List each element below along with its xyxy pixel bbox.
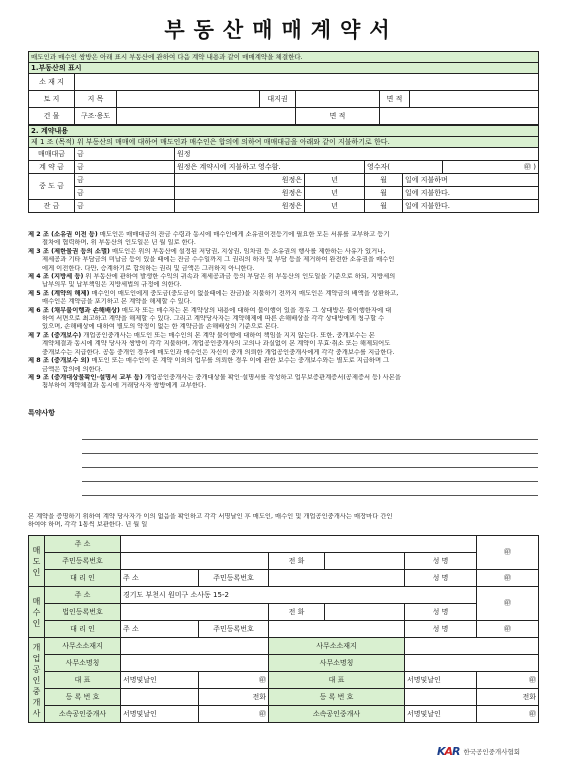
- broker1-office-name-label: 사무소명칭: [45, 655, 121, 672]
- building-area-label: 면 적: [296, 108, 380, 125]
- article-text: 납부의무 및 납부책임은 지방세법의 규정에 의한다.: [42, 281, 182, 289]
- broker2-assoc-seal-icon: ㊞: [477, 706, 539, 723]
- deposit-label: 계 약 금: [29, 161, 75, 174]
- broker2-assoc-label: 소속공인중개사: [269, 706, 405, 723]
- seller-phone-field[interactable]: [325, 553, 405, 570]
- broker1-assoc-label: 소속공인중개사: [45, 706, 121, 723]
- broker1-reg-field[interactable]: [121, 689, 199, 706]
- buyer-address-value[interactable]: 경기도 부천시 원미구 소사동 15-2: [121, 587, 477, 604]
- broker1-reg-label: 등 록 번 호: [45, 689, 121, 706]
- closing-line: 하여야 하며, 각각 1통씩 보관한다. 년 월 일: [28, 521, 148, 529]
- buyer-agent-id-field[interactable]: [269, 621, 405, 638]
- interim-mid-2: 원정은: [175, 187, 305, 200]
- seller-agent-seal-icon: ㊞: [477, 570, 539, 587]
- closing-line: 본 계약을 증명하기 위하여 계약 당사자가 이의 없음을 확인하고 각각 서명날인 후 매도인, 매수인 및 개업공인중개사는 매장마다 간인: [28, 513, 393, 520]
- interim-month-2: 월: [365, 187, 403, 200]
- article-line: [28, 273, 538, 281]
- broker2-office-name-label: 사무소명칭: [269, 655, 405, 672]
- article-text: 하여 서면으로 최고하고 계약을 해제할 수 있다. 그리고 계약당사자는 계약해제에 따른 손해배상을 각각 상대방에게 청구할 수: [42, 315, 385, 323]
- buyer-agent-address-label: 주 소: [121, 621, 199, 638]
- seller-agent-label: 대 리 인: [45, 570, 121, 587]
- buyer-id-field[interactable]: [121, 604, 269, 621]
- building-label: 건 물: [29, 108, 75, 125]
- buyer-agent-id-label: 주민등록번호: [199, 621, 269, 638]
- broker2-reg-label: 등 록 번 호: [269, 689, 405, 706]
- balance-mid: 원정은: [175, 200, 305, 213]
- article-line: [28, 374, 538, 382]
- seller-id-field[interactable]: [121, 553, 269, 570]
- broker2-rep-label: 대 표: [269, 672, 405, 689]
- broker2-reg-field[interactable]: [405, 689, 477, 706]
- article-text: 매도인 또는 매수인이 본 계약 이외의 업무를 의뢰한 경우 이에 관한 보수는 중개보수와는 별도로 지급하며 그: [91, 357, 390, 365]
- article-line: [28, 323, 538, 331]
- broker1-phone-label: 전화: [199, 689, 269, 706]
- deposit-prefix: 금: [75, 161, 175, 174]
- balance-year: 년: [305, 200, 365, 213]
- land-right-field[interactable]: [296, 91, 380, 108]
- broker1-assoc-sign-label: 서명및날인: [121, 706, 199, 723]
- section1-heading: 1.부동산의 표시: [29, 63, 539, 74]
- section2-heading: 2. 계약내용: [29, 126, 539, 137]
- seller-name-label: 성 명: [405, 553, 477, 570]
- buyer-agent-name-label: 성 명: [405, 621, 477, 638]
- broker1-rep-seal-icon: ㊞: [199, 672, 269, 689]
- broker2-phone-label: 전화: [477, 689, 539, 706]
- seller-phone-label: 전 화: [269, 553, 325, 570]
- receiver-close: ): [533, 162, 537, 171]
- contract-articles: [28, 231, 538, 391]
- price-label: 매매대금: [29, 148, 75, 161]
- broker2-office-addr-field[interactable]: [405, 638, 539, 655]
- buyer-name-label: 성 명: [405, 604, 477, 621]
- article-heading: 제 9 조 (중개대상물확인·설명서 교부 등): [28, 373, 143, 381]
- price-suffix: 원정: [175, 148, 539, 161]
- structure-field[interactable]: [117, 108, 296, 125]
- broker1-sign-label: 서명및날인: [121, 672, 199, 689]
- broker-side-label: 개업공인중개사: [29, 638, 45, 723]
- article-heading: 제 7 조 (중개보수): [28, 331, 82, 339]
- closing-text: [28, 513, 538, 530]
- seller-side-label: 매도인: [29, 536, 45, 587]
- interim-prefix-1: 금: [75, 174, 175, 187]
- seller-agent-id-field[interactable]: [269, 570, 405, 587]
- land-area-field[interactable]: [410, 91, 539, 108]
- receiver-seal-icon: ㊞: [524, 162, 532, 171]
- article-text: 있으며, 손해배상에 대하여 별도의 약정이 없는 한 계약금을 손해배상의 기준으로 본다.: [42, 323, 279, 331]
- article-heading: 제 2 조 (소유권 이전 등): [28, 231, 98, 238]
- article-line: [28, 281, 538, 289]
- special-terms-area[interactable]: [82, 426, 538, 496]
- article-text: 개업공인중개사는 중개대상물 확인·설명서를 작성하고 업무보증관계증서(공제증서 등) 사본을: [144, 373, 401, 381]
- association-logo: [437, 743, 520, 759]
- buyer-address-label: 주 소: [45, 587, 121, 604]
- buyer-phone-field[interactable]: [325, 604, 405, 621]
- article-text: 계약체결과 동시에 계약 당사자 쌍방이 각각 지불하며, 개업공인중개사의 고의나 과실없이 본 계약이 무효·취소 또는 해제되어도: [42, 340, 391, 348]
- article-text: 절차에 협력하며, 위 부동산의 인도일은 년 월 일로 한다.: [42, 239, 196, 247]
- article-heading: 제 8 조 (중개보수 외): [28, 357, 90, 365]
- article-text: 제세공과 기타 부담금의 미납금 등이 있을 때에는 잔금 수수일까지 그 권리의 하자 및 부담 등을 제거하여 완전한 소유권을 매수인: [42, 256, 395, 264]
- article-line: [28, 256, 538, 264]
- balance-label: 잔 금: [29, 200, 75, 213]
- article-line: [28, 290, 538, 298]
- land-area-label: 면 적: [380, 91, 410, 108]
- seller-agent-address-label: 주 소: [121, 570, 199, 587]
- article-line: [28, 265, 538, 273]
- location-field[interactable]: [75, 74, 539, 91]
- article-line: [28, 298, 538, 306]
- contract-terms-table: [28, 125, 539, 213]
- broker2-sign-label: 서명및날인: [405, 672, 477, 689]
- broker1-office-addr-field[interactable]: [121, 638, 269, 655]
- interim-year-2: 년: [305, 187, 365, 200]
- special-terms-label: 특약사항: [28, 409, 56, 417]
- seller-agent-name-label: 성 명: [405, 570, 477, 587]
- interim-label: 중 도 금: [29, 174, 75, 200]
- buyer-agent-seal-icon: ㊞: [477, 621, 539, 638]
- article-line: [28, 340, 538, 348]
- interim-day-2: 일에 지불한다.: [403, 187, 539, 200]
- article-text: 중개보수는 지급한다. 공동 중개인 경우에 매도인과 매수인은 자신이 중개 의뢰한 개업공인중개사에게 각각 중개보수를 지급한다.: [42, 348, 395, 356]
- article1-text: 제 1 조 (목적) 위 부동산의 매매에 대하여 매도인과 매수인은 합의에 의하여 매매대금을 아래와 같이 지불하기로 한다.: [29, 137, 539, 148]
- broker1-rep-label: 대 표: [45, 672, 121, 689]
- location-label: 소 재 지: [29, 74, 75, 91]
- land-right-label: 대지권: [260, 91, 296, 108]
- structure-label: 구조·용도: [75, 108, 117, 125]
- article-text: 에게 이전한다. 다만, 승계하기로 합의하는 권리 및 금액은 그러하지 아니한다.: [42, 264, 255, 272]
- broker1-office-name-field[interactable]: [121, 655, 269, 672]
- seller-agent-id-label: 주민등록번호: [199, 570, 269, 587]
- article-text: 매수인은 계약금을 포기하고 본 계약을 해제할 수 있다.: [42, 298, 192, 306]
- article-heading: 제 3 조 (제한물권 등의 소멸): [28, 247, 110, 255]
- broker2-office-addr-label: 사무소소재지: [269, 638, 405, 655]
- article-line: [28, 231, 538, 239]
- article-text: 개업공인중개사는 매도인 또는 매수인의 본 계약 불이행에 대하여 책임을 지지 않는다. 또한, 중개보수는 본: [83, 331, 375, 339]
- article-text: 위 부동산에 관하여 발생한 수익의 귀속과 제세공과금 등의 부담은 위 부동산의 인도일을 기준으로 하되, 지방세의: [85, 273, 396, 281]
- article-line: [28, 307, 538, 315]
- article-line: [28, 248, 538, 256]
- land-category-field[interactable]: [117, 91, 260, 108]
- seller-id-label: 주민등록번호: [45, 553, 121, 570]
- broker1-assoc-seal-icon: ㊞: [199, 706, 269, 723]
- article-line: [28, 315, 538, 323]
- broker2-rep-seal-icon: ㊞: [477, 672, 539, 689]
- balance-day: 일에 지불한다.: [403, 200, 539, 213]
- page-title: 부동산매매계약서: [164, 18, 399, 42]
- interim-prefix-2: 금: [75, 187, 175, 200]
- balance-prefix: 금: [75, 200, 175, 213]
- interim-mid-1: 원정은: [175, 174, 305, 187]
- article-text: 매수인이 매도인에게 중도금(중도금이 없을때에는 잔금)을 지불하기 전까지 매도인은 계약금의 배액을 상환하고,: [91, 289, 399, 297]
- article-text: 매도인은 위의 부동산에 설정된 저당권, 지상권, 임차권 등 소유권의 행사를 제한하는 사유가 있거나,: [111, 247, 386, 255]
- price-prefix: 금: [75, 148, 175, 161]
- land-label: 토 지: [29, 91, 75, 108]
- article-text: 매도인은 매매대금의 잔금 수령과 동시에 매수인에게 소유권이전등기에 필요한 모든 서류를 교부하고 등기: [99, 231, 390, 238]
- broker1-office-addr-label: 사무소소재지: [45, 638, 121, 655]
- parties-table: [28, 535, 539, 723]
- article-line: [28, 332, 538, 340]
- intro-text: 매도인과 매수인 쌍방은 아래 표시 부동산에 관하여 다음 계약 내용과 같이 매매계약을 체결한다.: [29, 52, 539, 63]
- association-name: 한국공인중개사협회: [463, 747, 521, 756]
- receiver-label: 영수자(: [365, 161, 443, 174]
- seller-address-field[interactable]: [121, 536, 477, 553]
- article-line: [28, 366, 538, 374]
- article-heading: 제 5 조 (계약의 해제): [28, 289, 90, 297]
- buyer-agent-label: 대 리 인: [45, 621, 121, 638]
- buyer-seal-icon: ㊞: [477, 587, 539, 621]
- article-text: 매도자 또는 매수자는 본 계약상의 내용에 대하여 불이행이 있을 경우 그 상대방은 불이행한자에 대: [121, 306, 392, 314]
- buyer-id-label: 법인등록번호: [45, 604, 121, 621]
- buyer-phone-label: 전 화: [269, 604, 325, 621]
- seller-seal-icon: ㊞: [477, 536, 539, 570]
- article-heading: 제 6 조 (채무불이행과 손해배상): [28, 306, 120, 314]
- article-line: [28, 357, 538, 365]
- land-category-label: 지 목: [75, 91, 117, 108]
- building-area-field[interactable]: [380, 108, 539, 125]
- buyer-side-label: 매수인: [29, 587, 45, 638]
- interim-day-1: 일에 지불하며: [403, 174, 539, 187]
- article-text: 첨부하여 계약체결과 동시에 거래당사자 쌍방에게 교부한다.: [42, 382, 207, 390]
- deposit-text: 원정은 계약시에 지불하고 영수함.: [175, 161, 365, 174]
- kar-logo-icon: KAR: [437, 744, 460, 758]
- balance-month: 월: [365, 200, 403, 213]
- broker2-assoc-sign-label: 서명및날인: [405, 706, 477, 723]
- article-line: [28, 239, 538, 247]
- article-line: [28, 382, 538, 390]
- article-text: 금액은 합의에 의한다.: [42, 365, 103, 373]
- interim-year-1: 년: [305, 174, 365, 187]
- seller-address-label: 주 소: [45, 536, 121, 553]
- article-heading: 제 4 조 (지방세 등): [28, 273, 84, 281]
- article-line: [28, 349, 538, 357]
- interim-month-1: 월: [365, 174, 403, 187]
- property-table: [28, 51, 539, 125]
- broker2-office-name-field[interactable]: [405, 655, 539, 672]
